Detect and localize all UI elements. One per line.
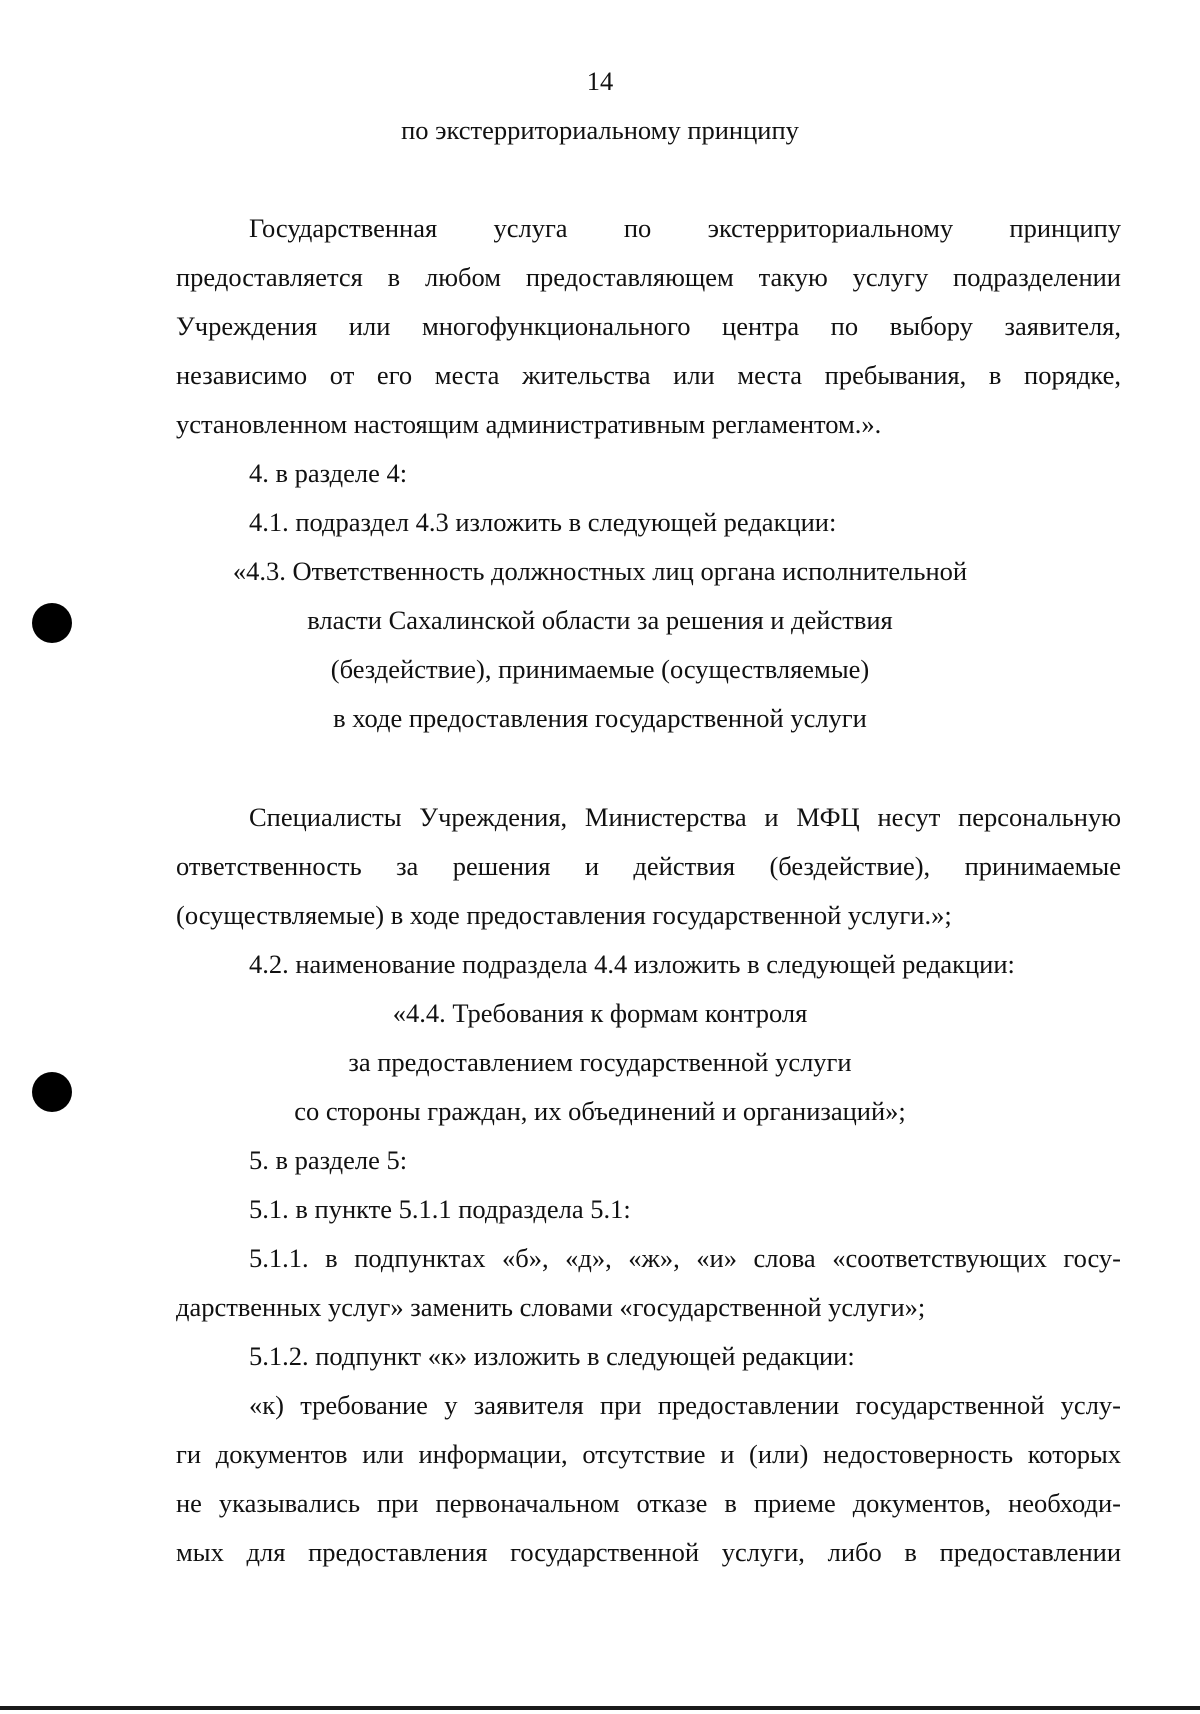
paragraph-line: предоставляется в любом предоставляющем такую услугу подразделении bbox=[176, 262, 1121, 292]
list-item-4-2: 4.2. наименование подраздела 4.4 изложить в следующей редакции: bbox=[249, 949, 1015, 979]
scan-bottom-edge bbox=[0, 1706, 1200, 1710]
paragraph-line: 5.1.1. в подпунктах «б», «д», «ж», «и» слова «соответствующих госу- bbox=[249, 1243, 1121, 1273]
paragraph-line: мых для предоставления государственной услуги, либо в предоставлении bbox=[176, 1537, 1121, 1567]
heading-line: за предоставлением государственной услуги bbox=[348, 1047, 852, 1077]
heading-line: «4.3. Ответственность должностных лиц органа исполнительной bbox=[232, 556, 968, 586]
heading-line: «4.4. Требования к формам контроля bbox=[392, 998, 808, 1028]
paragraph-line: дарственных услуг» заменить словами «государственной услуги»; bbox=[176, 1292, 926, 1322]
list-item-5-1-2: 5.1.2. подпункт «к» изложить в следующей редакции: bbox=[249, 1341, 855, 1371]
heading-line: власти Сахалинской области за решения и действия bbox=[307, 605, 893, 635]
paragraph-line: не указывались при первоначальном отказе в приеме документов, необходи- bbox=[176, 1488, 1121, 1518]
heading-line: в ходе предоставления государственной услуги bbox=[333, 703, 867, 733]
paragraph-line: Учреждения или многофункционального центра по выбору заявителя, bbox=[176, 311, 1121, 341]
list-item-5: 5. в разделе 5: bbox=[249, 1145, 408, 1175]
section-heading-tail: по экстерриториальному принципу bbox=[401, 115, 799, 145]
paragraph-line: установленном настоящим административным регламентом.». bbox=[176, 409, 882, 439]
paragraph-line: Специалисты Учреждения, Министерства и МФЦ несут персональную bbox=[249, 802, 1121, 832]
paragraph-line: ги документов или информации, отсутствие и (или) недостоверность которых bbox=[176, 1439, 1121, 1469]
paragraph-line: «к) требование у заявителя при предоставлении государственной услу- bbox=[249, 1390, 1121, 1420]
list-item-4-1: 4.1. подраздел 4.3 изложить в следующей редакции: bbox=[249, 507, 837, 537]
heading-line: со стороны граждан, их объединений и организаций»; bbox=[294, 1096, 906, 1126]
paragraph-line: Государственная услуга по экстерриториальному принципу bbox=[249, 213, 1121, 243]
list-item-5-1: 5.1. в пункте 5.1.1 подраздела 5.1: bbox=[249, 1194, 631, 1224]
paragraph-line: независимо от его места жительства или места пребывания, в порядке, bbox=[176, 360, 1121, 390]
heading-line: (бездействие), принимаемые (осуществляемые) bbox=[330, 654, 870, 684]
list-item-4: 4. в разделе 4: bbox=[249, 458, 408, 488]
paragraph-line: ответственность за решения и действия (бездействие), принимаемые bbox=[176, 851, 1121, 881]
paragraph-line: (осуществляемые) в ходе предоставления государственной услуги.»; bbox=[176, 900, 952, 930]
page-number: 14 bbox=[586, 66, 614, 96]
